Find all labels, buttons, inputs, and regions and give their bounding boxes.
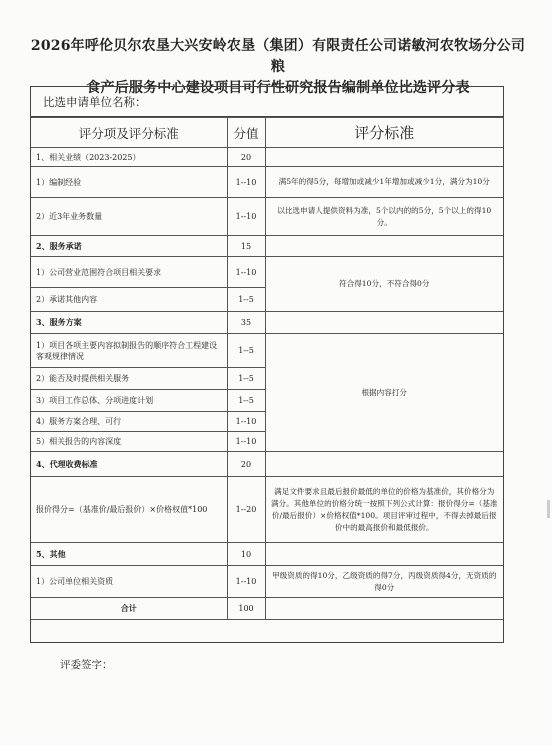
row-score: 35	[227, 312, 265, 334]
applicant-name-label: 比选申请单位名称：	[43, 95, 147, 109]
row-item: 2）承诺其他内容	[31, 288, 227, 312]
row-item: 2、服务承诺	[31, 236, 227, 257]
row-item: 1、相关业绩（2023-2025）	[31, 148, 227, 167]
row-score: 1--5	[227, 288, 265, 312]
table-row	[31, 312, 503, 334]
row-score: 1--5	[227, 390, 265, 412]
row-score: 1--5	[227, 368, 265, 390]
row-score: 20	[227, 148, 265, 167]
row-item: 报价得分=（基准价/最后报价）×价格权值*100	[31, 477, 227, 543]
table-row	[31, 167, 503, 198]
row-standard[interactable]	[265, 236, 503, 257]
row-item: 2）能否及时提供相关服务	[31, 368, 227, 390]
row-score: 1--10	[227, 432, 265, 452]
header-score: 分值	[227, 118, 265, 148]
row-item: 1）公司单位相关资质	[31, 566, 227, 598]
header-item: 评分项及评分标准	[31, 118, 227, 148]
header-standard: 评分标准	[265, 118, 503, 148]
row-standard: 根据内容打分	[265, 334, 503, 452]
row-item: 2）近3年业务数量	[31, 198, 227, 236]
row-item: 3、服务方案	[31, 312, 227, 334]
table-row	[31, 334, 503, 368]
row-standard: 满5年的得5分，每增加或减少1年增加或减少1分，满分为10分	[265, 167, 503, 198]
row-standard: 符合得10分，不符合得0分	[265, 257, 503, 312]
row-item: 1）项目各项主要内容拟制报告的顺序符合工程建设客观规律情况	[31, 334, 227, 368]
title-line-2: 食产后服务中心建设项目可行性研究报告编制单位比选评分表	[86, 80, 470, 96]
row-item: 4）服务方案合理、可行	[31, 412, 227, 432]
scan-edge-mark	[547, 500, 550, 518]
row-standard[interactable]	[265, 148, 503, 167]
scoring-table	[31, 117, 503, 620]
row-standard: 满足文件要求且最后报价最低的单位的价格为基准价，其价格分为满分。其他单位的价格分统一按照下列公式计算：报价得分=（基准价/最后报价）×价格权值*100。项目评审过程中，不得去掉最后报价中的最高报价和最低报价。	[265, 477, 503, 543]
row-score: 10	[227, 543, 265, 566]
table-row	[31, 566, 503, 598]
row-item: 5）相关报告的内容深度	[31, 432, 227, 452]
row-score: 20	[227, 452, 265, 477]
table-row	[31, 257, 503, 288]
title-line-1: 2026年呼伦贝尔农垦大兴安岭农垦（集团）有限责任公司诺敏河农牧场分公司粮	[30, 38, 526, 75]
total-score: 100	[227, 598, 265, 620]
row-item: 1）编制经验	[31, 167, 227, 198]
row-standard[interactable]	[265, 312, 503, 334]
row-score: 1--10	[227, 412, 265, 432]
applicant-name-field[interactable]	[31, 87, 503, 117]
row-score: 1--10	[227, 167, 265, 198]
row-item: 4、代理收费标准	[31, 452, 227, 477]
table-row	[31, 477, 503, 543]
table-row	[31, 543, 503, 566]
row-score: 1--20	[227, 477, 265, 543]
total-standard[interactable]	[265, 598, 503, 620]
table-row	[31, 452, 503, 477]
row-item: 1）公司营业范围符合项目相关要求	[31, 257, 227, 288]
row-score: 1--10	[227, 198, 265, 236]
judge-signature-label: 评委签字：	[60, 659, 113, 671]
table-row	[31, 236, 503, 257]
row-score: 1--10	[227, 257, 265, 288]
row-standard[interactable]	[265, 452, 503, 477]
row-standard[interactable]	[265, 543, 503, 566]
row-standard: 以比选申请人提供资料为准，5个以内的的5分，5个以上的得10分。	[265, 198, 503, 236]
total-label: 合计	[31, 598, 227, 620]
table-row	[31, 198, 503, 236]
row-score: 15	[227, 236, 265, 257]
scoring-form	[30, 86, 504, 643]
row-score: 1--5	[227, 334, 265, 368]
row-item: 3）项目工作总体、分项进度计划	[31, 390, 227, 412]
total-row	[31, 598, 503, 620]
row-item: 5、其他	[31, 543, 227, 566]
table-row	[31, 148, 503, 167]
table-header-row	[31, 118, 503, 148]
row-score: 1--10	[227, 566, 265, 598]
row-standard: 甲级资质的得10分，乙级资质的得7分，丙级资质得4分，无资质的得0分	[265, 566, 503, 598]
